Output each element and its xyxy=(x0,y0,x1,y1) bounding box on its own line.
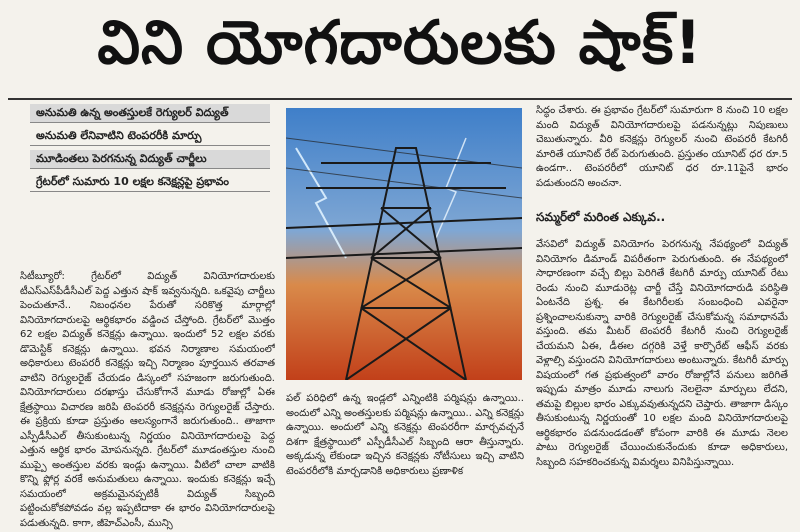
headline-rule xyxy=(8,98,792,100)
left-column-text: సిటీబ్యూరో: గ్రేటర్‌లో విద్యుత్ వినియోగదారులకు టీఎస్ఎస్‌పీడీసీఎల్ పెద్ద ఎత్తున షాక్ ఇవ్వనున్నది. ఒకవైపు చార్జీలు పెంచుతూనే.. నిబంధనల పేరుతో సరికొత్త మార్గాల్లో వినియోగదారులపై ఆర్థికభారం వడ్డించ చేస్తోంది. గ్రేటర్‌లో మొత్తం 62 లక్షల విద్యుత్ కనెక్షన్లు ఉన్నాయి. ఇందులో 52 లక్షల వరకు డొమెస్టిక్ కనెక్షన్లు ఉన్నాయి. భవన నిర్మాణాల సమయంలో అధికారులు టెంపరరీ కనెక్షన్లు ఇచ్చి నిర్మాణం పూర్తయిన తరవాత వాటిని రెగ్యులరైజ్ చేయడం డిస్కంలో సహజంగా జరుగుతుంది. వినియోగదారులు దరఖాస్తు చేసుకోగానే మూడు రోజుల్లో ఏఈ క్షేత్రస్థాయి విచారణ జరిపి టెంపరరీ కనెక్షన్లను రెగ్యులరైజ్ చేస్తారు. ఈ ప్రక్రియ కూడా ప్రస్తుతం ఆలస్యంగానే జరుగుతుంది.. తాజాగా ఎస్పీడీసీఎల్ తీసుకుంటున్న నిర్ణయం వినియోగదారులపై పెద్ద ఎత్తున ఆర్థిక భారం మోపనున్నది. గ్రేటర్‌లో మూడంతస్తుల నుంచి ముప్పై అంతస్తుల వరకు ఇండ్లు ఉన్నాయి. వీటిలో చాలా వాటికి కొన్ని ఫ్లోర్ల వరకే అనుమతులు ఉన్నాయి. ఇందుకు కనెక్షన్లు ఇచ్చే సమయంలో అక్రమమైనప్పటికీ విద్యుత్ సిబ్బంది పట్టించుకోకపోవడం వల్ల ఇప్పటిదాకా ఈ భారం వినియోగదారులపై పడుతున్నది. కాగా, జీహెచ్ఎంసీ, మున్సి xyxy=(20,271,275,529)
power-tower-photo xyxy=(286,108,522,380)
right-column-top-text: సిద్ధం చేశారు. ఈ ప్రభావం గ్రేటర్‌లో సుమారుగా 8 నుంచి 10 లక్షల మంది విద్యుత్ వినియోగదారులపై పడనున్నట్లు నిపుణులు చెబుతున్నారు. వీరి కనెక్షన్లు రెగ్యులర్ నుంచి టెంపరరీ కేటగిరీ మారితే యూనిట్ రేట్ పెరుగుతుంది. ప్రస్తుతం యూనిట్ ధర రూ.5 ఉండగా.. టెంపరరీలో యూనిట్ ధర రూ.11పైనే భారం పడుతుందని అంచనా. xyxy=(536,105,788,189)
subhead-2: అనుమతి లేనివాటిని టెంపరరీకి మార్పు xyxy=(30,127,270,146)
subhead-1: అనుమతి ఉన్న అంతస్తులకే రెగ్యులర్ విద్యుత్ xyxy=(30,104,270,123)
subhead-3: మూడింతలు పెరగనున్న విద్యుత్ చార్జీలు xyxy=(30,150,270,169)
right-subtitle: సమ్మర్‌లో మరింత ఎక్కువ.. xyxy=(536,210,666,224)
headline: విని యోగదారులకు షాక్! xyxy=(97,8,703,78)
subheads xyxy=(30,104,270,196)
subhead-4: గ్రేటర్‌లో సుమారు 10 లక్షల కనెక్షన్లపై ప్రభావం xyxy=(30,173,270,192)
middle-column-text: పల్ పరిధిలో ఉన్న ఇండ్లలో ఎన్నింటికి పర్మిషన్లు ఉన్నాయి.. అందులో ఎన్ని అంతస్తులకు పర్మిషన్లు ఉన్నాయి.. ఎన్ని కనెక్షన్లు ఉన్నాయి. అందులో ఎన్ని కనెక్షన్లు టెంపరరీగా మార్చవచ్చనే దిశగా క్షేత్రస్థాయిలో ఎస్పీడీసీఎల్ సిబ్బంది ఆరా తీస్తున్నారు. అక్కడున్న లేకుండా ఇచ్చిన కనెక్షన్లకు నోటీసులు ఇచ్చి వాటిని టెంపరరీలోకి మార్చడానికి అధికారులు ప్రణాళిక xyxy=(286,393,524,477)
right-column-text: వేసవిలో విద్యుత్ వినియోగం పెరగనున్న నేపథ్యంలో విద్యుత్ వినియోగం డిమాండ్ విపరీతంగా పెరుగుతుంది. ఈ నేపథ్యంలో సాధారణంగా వచ్చే బిల్లు పెరిగితే కేటగిరీ మార్పు యూనిట్ రేటు రెండు నుంచి మూడురెట్ల చార్జీ చేస్తే వినియోగదారుడి పరిస్థితి ఏంటనేది ప్రశ్న. ఈ కేటగిరీలకు సంబంధించి ఎవరైనా ప్రశ్నించాలనుకున్నా వారికి రెగ్యులరైజ్ చేసుకోమన్న సమాధానమే వస్తుంది. తమ మీటర్ టెంపరరీ కేటగిరీ నుంచి రెగ్యులరైజ్ చేయమని ఏఈ, డీఈల దగ్గరికి వెళ్తే కార్పొరేట్ ఆఫీస్ వరకు వెళ్లాల్సి వస్తుందని వినియోగదారులు అంటున్నారు. కేటగిరీ మార్పు విషయంలో గత ప్రభుత్వంలో వారం రోజుల్లోనే పనులు జరిగితే ఇప్పుడు మాత్రం మూడు నాలుగు నెలలైనా మార్పులు లేదని, తమపై బిల్లుల భారం ఎక్కువవుతున్నదని చెప్తారు. తాజాగా డిస్కం తీసుకుంటున్న నిర్ణయంతో 10 లక్షల మంది వినియోగదారులపై ఆర్థికభారం పడనుండడంతో కోపంగా వారికి ఈ మూడు నెలల పాటు రెగ్యులరైజ్ చేయించుకునేందుకు కూడా అధికారులు, సిబ్బంది సహకరించకున్న విమర్శలు వినిపిస్తున్నాయి. xyxy=(536,239,788,468)
